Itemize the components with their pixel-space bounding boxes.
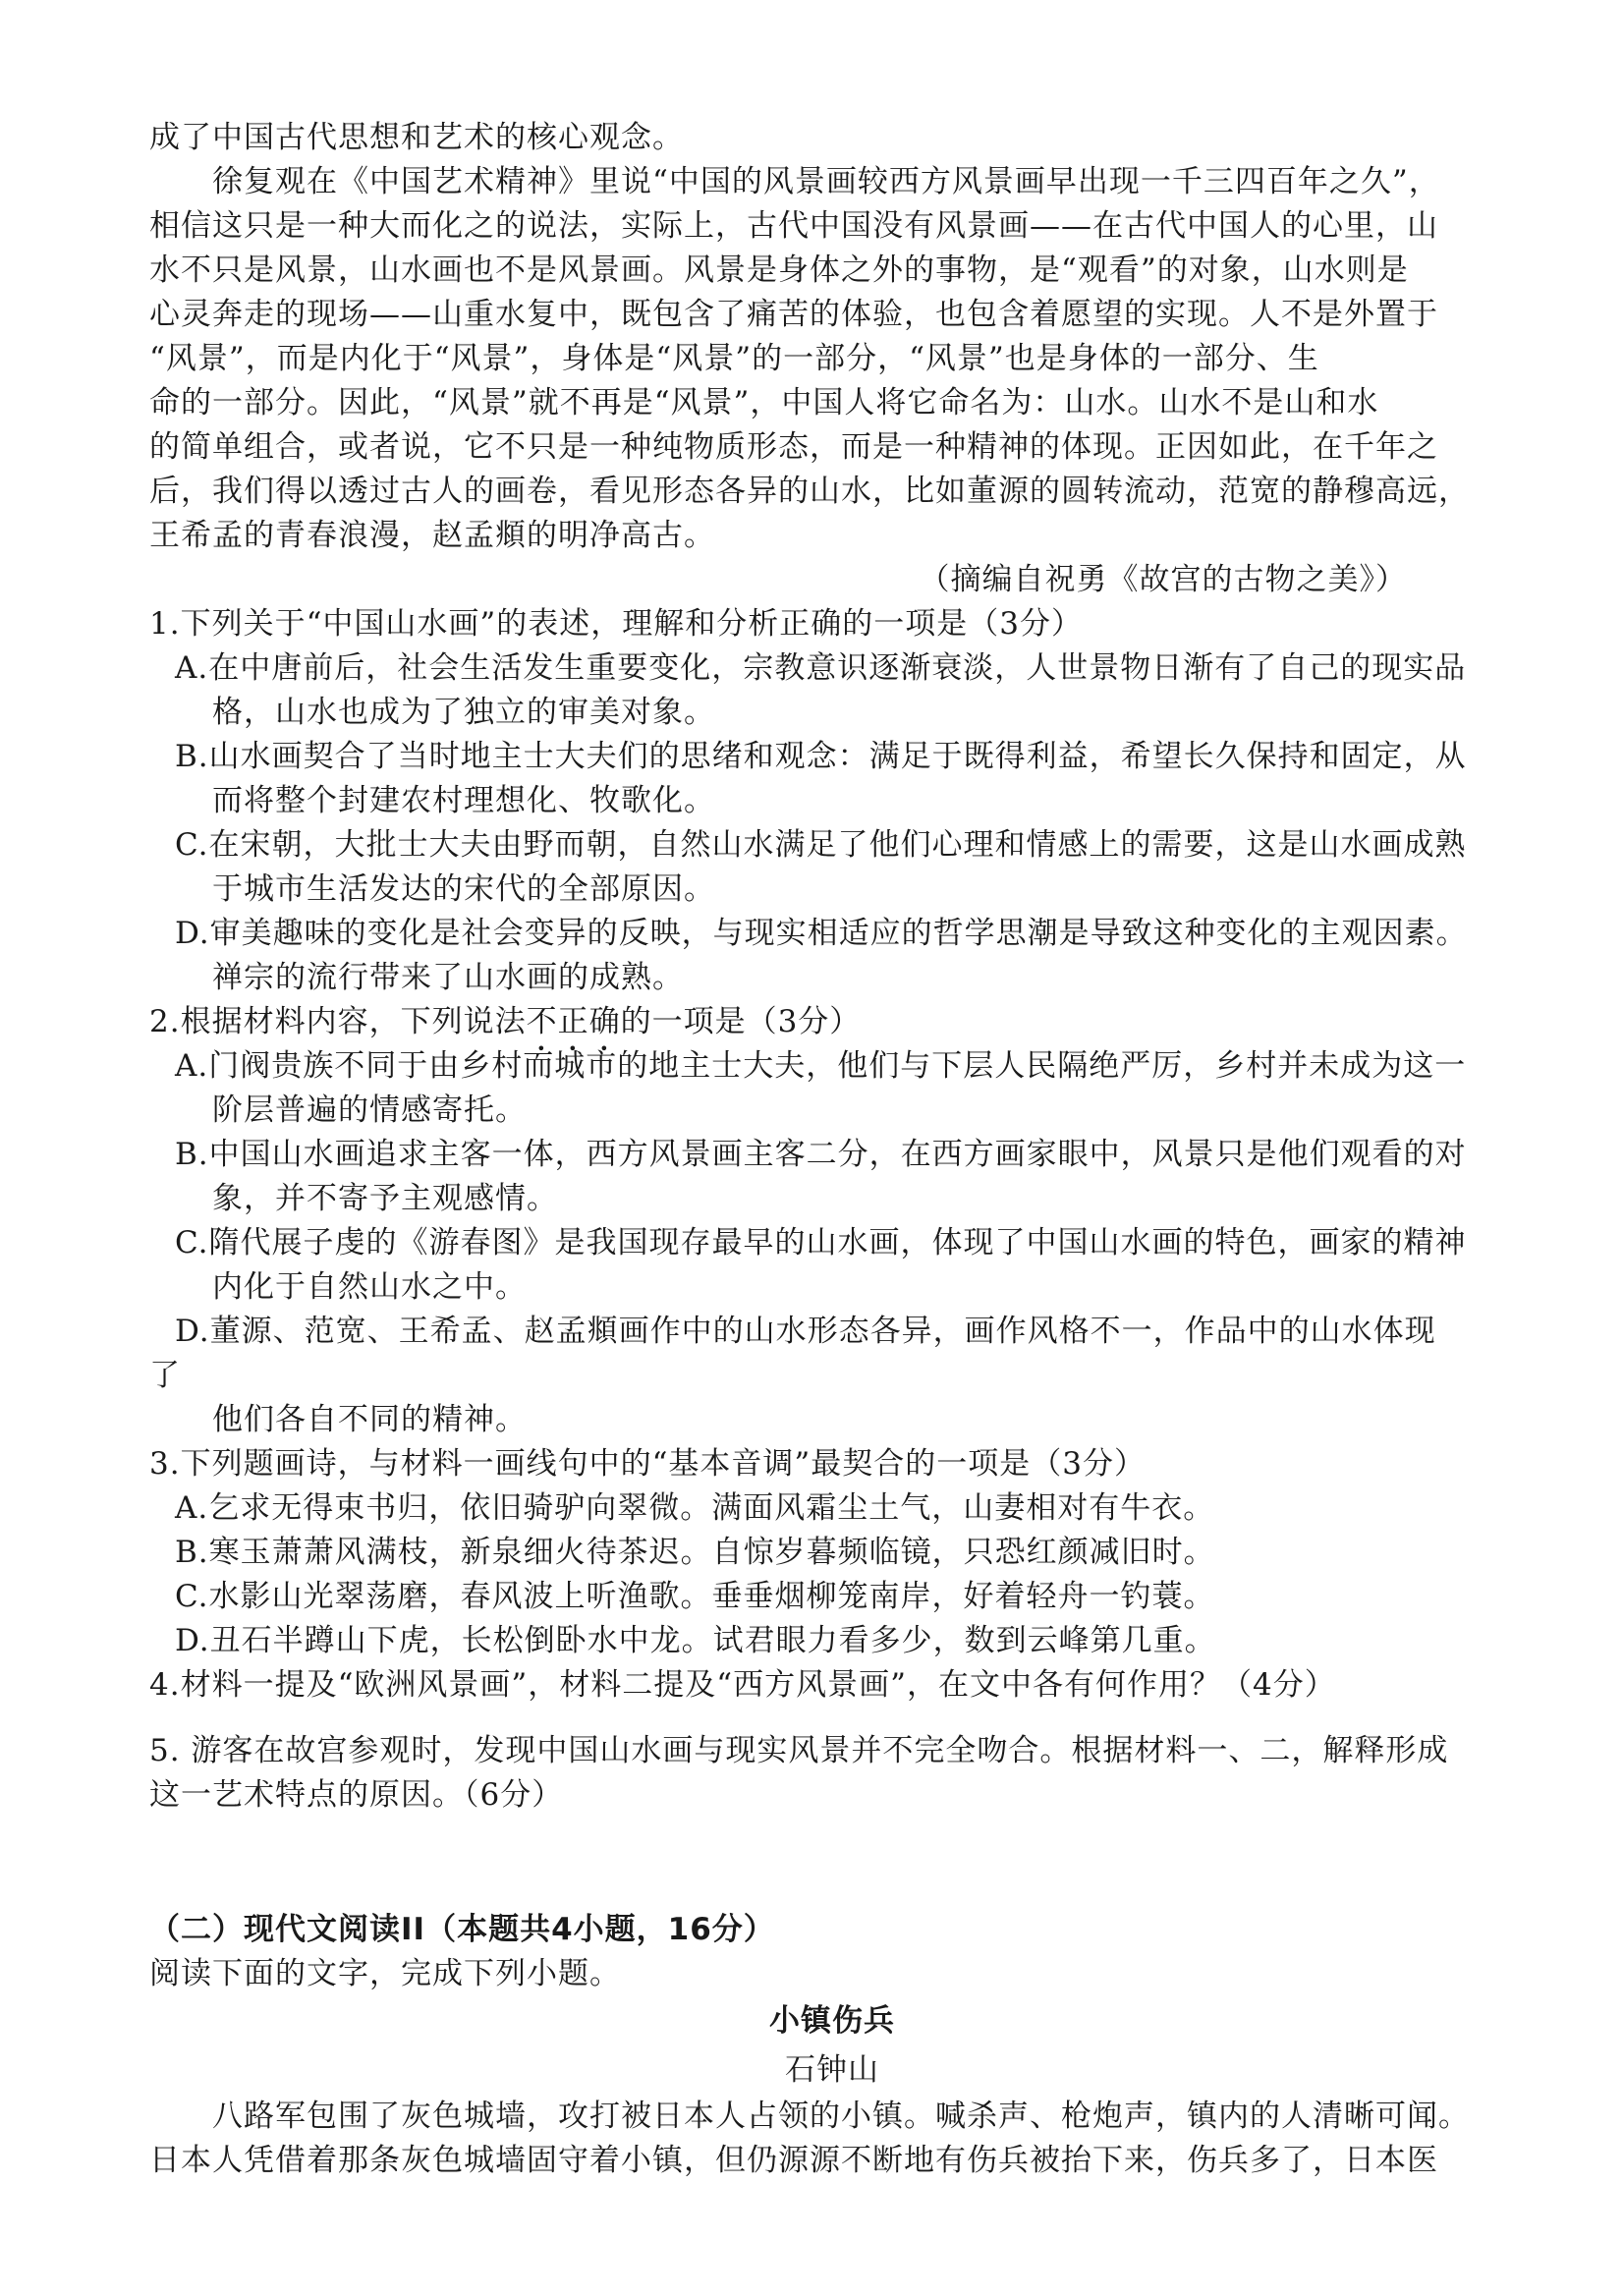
question-3-option-d: D.丑石半蹲山下虎，长松倒卧水中龙。试君眼力看多少，数到云峰第几重。	[175, 1623, 1216, 1658]
question-3-option-c: C.水影山光翠荡磨，春风波上听渔歌。垂垂烟柳笼南岸，好着轻舟一钓蓑。	[175, 1579, 1215, 1614]
question-3-option-b: B.寒玉萧萧风满枝，新泉细火待茶迟。自惊岁暮频临镜，只恐红颜减旧时。	[175, 1535, 1215, 1570]
question-1-option-d-cont: 禅宗的流行带来了山水画的成熟。	[212, 960, 684, 995]
question-3-stem: 3.下列题画诗，与材料一画线句中的“基本音调”最契合的一项是（3分）	[149, 1446, 1146, 1482]
question-1-option-c: C.在宋朝，大批士大夫由野而朝，自然山水满足了他们心理和情感上的需要，这是山水画成熟	[175, 827, 1467, 863]
question-2-option-a: A.门阀贵族不同于由乡村而城市的地主士大夫，他们与下层人民隔绝严厉，乡村并未成为这一	[175, 1048, 1467, 1084]
question-5-stem: 5. 游客在故宫参观时，发现中国山水画与现实风景并不完全吻合。根据材料一、二，解释形成	[149, 1733, 1449, 1768]
question-1-option-a-cont: 格，山水也成为了独立的审美对象。	[212, 695, 715, 730]
question-2-option-c: C.隋代展子虔的《游春图》是我国现存最早的山水画，体现了中国山水画的特色，画家的精神	[175, 1225, 1467, 1260]
passage-line: “风景”，而是内化于“风景”，身体是“风景”的一部分，“风景”也是身体的一部分、生	[149, 341, 1319, 376]
question-1-option-b: B.山水画契合了当时地主士大夫们的思绪和观念：满足于既得利益，希望长久保持和固定，从	[175, 739, 1467, 774]
passage-line: 王希孟的青春浪漫，赵孟頫的明净高古。	[149, 518, 715, 553]
question-2-option-a-cont: 阶层普遍的情感寄托。	[212, 1092, 527, 1128]
question-3-option-a: A.乞求无得束书归，依旧骑驴向翠微。满面风霜尘土气，山妻相对有牛衣。	[175, 1490, 1215, 1526]
passage-line: 后，我们得以透过古人的画卷，看见形态各异的山水，比如董源的圆转流动，范宽的静穆高远，	[149, 474, 1470, 509]
question-2-stem-emphasis: 不正确	[526, 1004, 621, 1039]
passage-line: 命的一部分。因此，“风景”就不再是“风景”，中国人将它命名为：山水。山水不是山和水	[149, 385, 1379, 420]
question-5-stem-cont: 这一艺术特点的原因。（6分）	[149, 1777, 564, 1813]
passage-line: 成了中国古代思想和艺术的核心观念。	[149, 120, 684, 155]
question-2-stem-post: 的一项是（3分）	[620, 1004, 862, 1039]
passage-line: 心灵奔走的现场——山重水复中，既包含了痛苦的体验，也包含着愿望的实现。人不是外置于	[149, 297, 1438, 332]
spacer	[149, 1818, 1515, 1908]
question-2-option-d-cont: 他们各自不同的精神。	[212, 1402, 527, 1437]
question-2-option-d: D.董源、范宽、王希孟、赵孟頫画作中的山水形态各异，画作风格不一，作品中的山水体现	[175, 1314, 1436, 1349]
story-line: 八路军包围了灰色城墙，攻打被日本人占领的小镇。喊杀声、枪炮声，镇内的人清晰可闻。	[212, 2099, 1470, 2134]
question-1-option-a: A.在中唐前后，社会生活发生重要变化，宗教意识逐渐衰淡，人世景物日渐有了自己的现实品	[175, 650, 1467, 686]
passage-source: （摘编自祝勇《故宫的古物之美》）	[919, 562, 1407, 597]
question-2-option-b-cont: 象，并不寄予主观感情。	[212, 1181, 558, 1216]
question-4-stem: 4.材料一提及“欧洲风景画”，材料二提及“西方风景画”，在文中各有何作用？（4分）	[149, 1667, 1336, 1703]
question-1-option-b-cont: 而将整个封建农村理想化、牧歌化。	[212, 783, 715, 818]
question-1-stem: 1.下列关于“中国山水画”的表述，理解和分析正确的一项是（3分）	[149, 606, 1083, 642]
passage-line	[149, 204, 1515, 249]
question-1-option-c-cont: 于城市生活发达的宋代的全部原因。	[212, 871, 715, 907]
question-2-option-c-cont: 内化于自然山水之中。	[212, 1269, 527, 1305]
story-title: 小镇伤兵	[769, 2003, 895, 2039]
spacer	[149, 1708, 1515, 1729]
section-instruction: 阅读下面的文字，完成下列小题。	[149, 1956, 621, 1991]
section-heading: （二）现代文阅读II（本题共4小题，16分）	[149, 1912, 775, 1947]
question-1-option-d: D.审美趣味的变化是社会变异的反映，与现实相适应的哲学思潮是导致这种变化的主观因素。	[175, 916, 1468, 951]
story-author: 石钟山	[785, 2052, 879, 2088]
story-line: 日本人凭借着那条灰色城墙固守着小镇，但仍源源不断地有伤兵被抬下来，伤兵多了，日本医	[149, 2143, 1438, 2178]
passage-line: 水不只是风景，山水画也不是风景画。风景是身体之外的事物，是“观看”的对象，山水则是	[149, 252, 1409, 288]
exam-page	[149, 116, 1515, 2183]
passage-line: 的简单组合，或者说，它不只是一种纯物质形态，而是一种精神的体现。正因如此，在千年之	[149, 429, 1438, 465]
question-2-option-b: B.中国山水画追求主客一体，西方风景画主客二分，在西方画家眼中，风景只是他们观看的对	[175, 1137, 1467, 1172]
question-2-stem	[149, 1000, 1515, 1044]
passage-line-text: 相信这只是一种大而化之的说法，实际上，古代中国没有风景画——在古代中国人的心里，山	[149, 208, 1438, 244]
question-2-stem-pre: 2.根据材料内容，下列说法	[149, 1004, 527, 1039]
question-2-option-d-overflow: 了	[149, 1358, 181, 1393]
passage-line: 徐复观在《中国艺术精神》里说“中国的风景画较西方风景画早出现一千三四百年之久”，	[212, 164, 1440, 199]
